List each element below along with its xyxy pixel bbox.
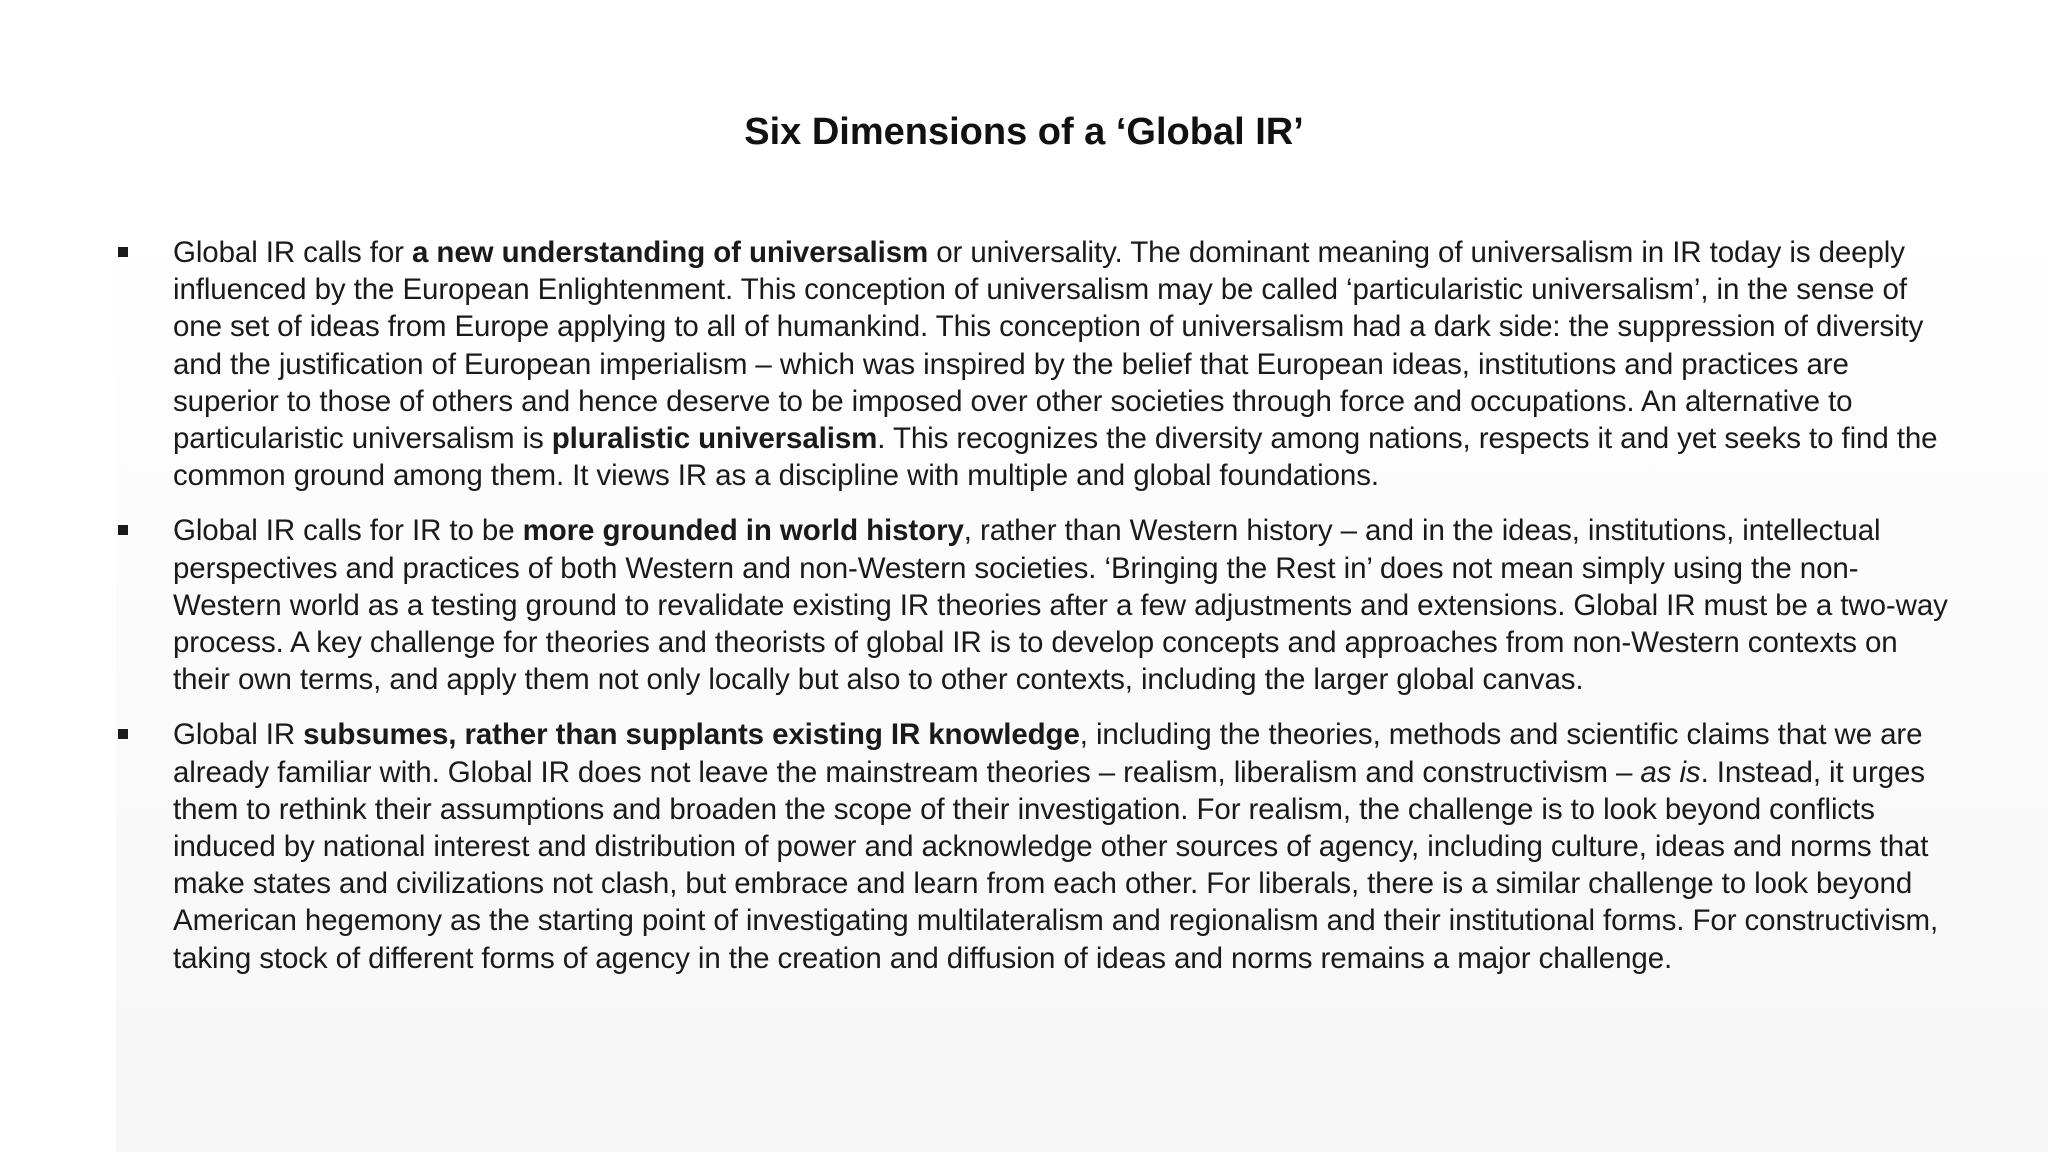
bullet-subsumes-knowledge [0,716,2048,976]
emphasis-text: a new understanding of universalism [412,236,929,269]
bullet-text [173,234,1953,494]
bullet-text [173,512,1953,698]
square-bullet-icon [118,525,128,535]
text-run: . Instead, it urges them to rethink their assumptions and broaden the scope of their investigation. For realism, the challenge is to look beyond conflicts induced by national interest and distribution of power and acknowledge other sources of agency, including culture, ideas and norms that make states and civilizations not clash, but embrace and learn from each other. For liberals, there is a similar challenge to look beyond American hegemony as the starting point of investigating multilateralism and regionalism and their institutional forms. For constructivism, taking stock of different forms of agency in the creation and diffusion of ideas and norms remains a major challenge. [173,755,1939,975]
text-run: Global IR calls for [173,236,412,269]
italic-text: as is [1640,755,1701,789]
text-run: or universality. The dominant meaning of universalism in IR today is deeply influenced by the European Enlightenment. This conception of universalism may be called ‘particularistic universalism’, in the sense of one set of ideas from Europe applying to all of humankind. This conception of universalism had a dark side: the suppression of diversity and the justification of European imperialism – which was inspired by the belief that European ideas, institutions and practices are superior to those of others and hence deserve to be imposed over other societies through force and occupations. An alternative to particularistic universalism is [173,236,1924,456]
text-run: , including the theories, methods and scientific claims that we are already familiar with. Global IR does not leave the mainstream theories – realism, liberalism and constructivism – [173,718,1923,789]
text-run: Global IR [173,718,304,752]
emphasis-text: more grounded in world history [522,514,964,548]
text-run: , rather than Western history – and in the ideas, institutions, intellectual perspectives and practices of both Western and non-Western societies. ‘Bringing the Rest in’ does not mean simply using the non-Western world as a testing ground to revalidate existing IR theories after a few adjustments and extensions. Global IR must be a two-way process. A key challenge for theories and theorists of global IR is to develop concepts and approaches from non-Western contexts on their own terms, and apply them not only locally but also to other contexts, including the larger global canvas. [173,514,1948,697]
emphasis-text: pluralistic universalism [551,422,878,456]
bullet-text [173,716,1953,976]
bullet-list [0,234,2048,995]
bullet-world-history [0,512,2048,698]
square-bullet-icon [118,247,128,257]
emphasis-text: subsumes, rather than supplants existing IR knowledge [303,718,1080,752]
text-run: . This recognizes the diversity among nations, respects it and yet seeks to find the common ground among them. It views IR as a discipline with multiple and global foundations. [173,422,1938,493]
bullet-universalism [0,234,2048,494]
text-run: Global IR calls for IR to be [173,514,523,548]
square-bullet-icon [118,729,128,739]
slide-title: Six Dimensions of a ‘Global IR’ [744,111,1304,153]
